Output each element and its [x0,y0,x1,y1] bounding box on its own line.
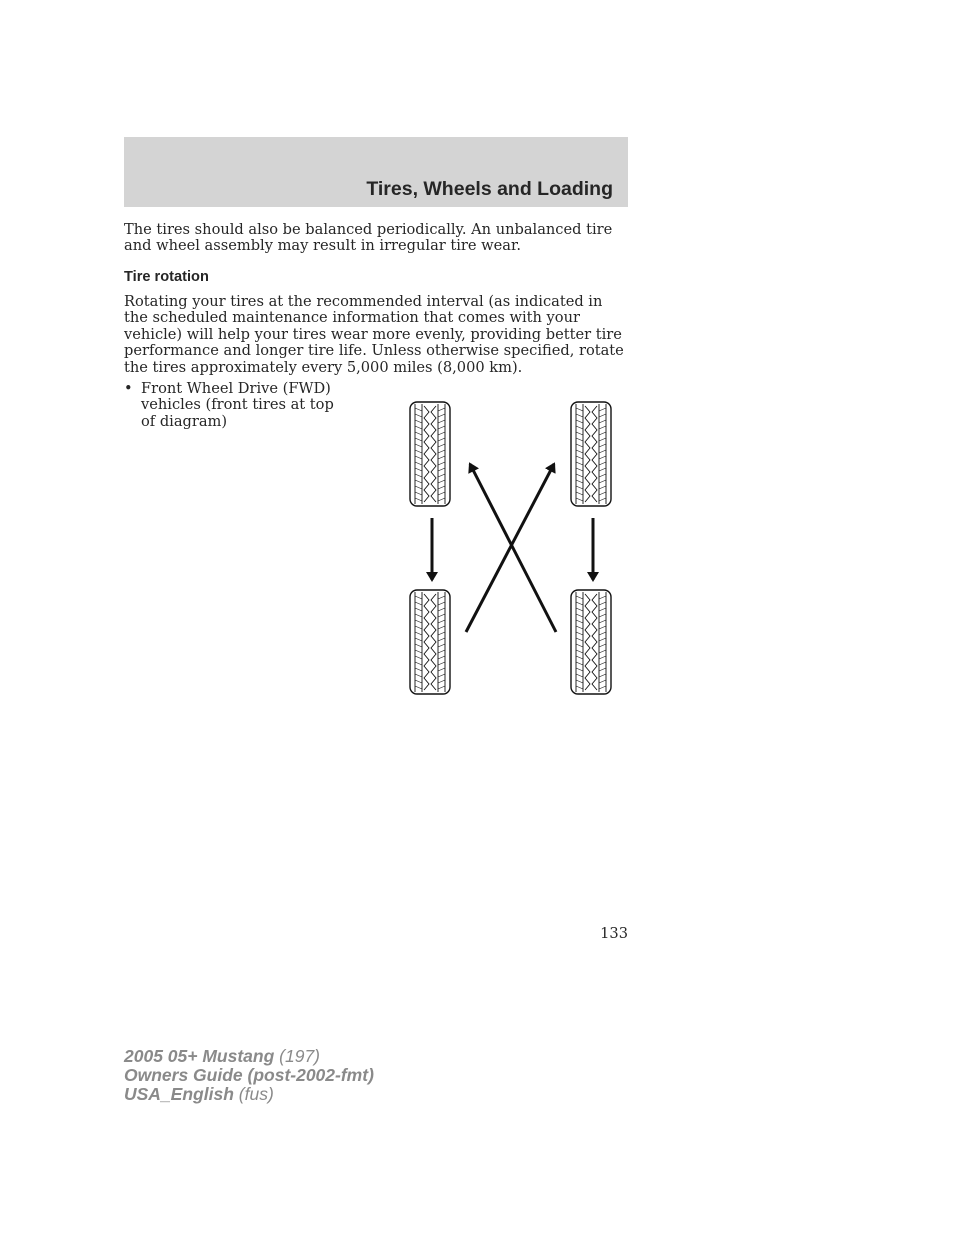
footer-language-code: (fus) [238,1084,274,1104]
footer-guide: Owners Guide (post-2002-fmt) [124,1065,374,1085]
tire-front-right [571,402,611,506]
tire-rotation-diagram [402,398,622,698]
tire-rear-right [571,590,611,694]
footer-model: 2005 05+ Mustang [124,1046,275,1066]
tire-rear-left [410,590,450,694]
page-number: 133 [600,925,628,942]
arrow-rear-right-to-front-left [470,464,556,632]
tire-front-left [410,402,450,506]
bullet-text: Front Wheel Drive (FWD) vehicles (front tires at top of diagram) [141,380,334,430]
document-footer [124,1047,374,1104]
bullet-dot: • [124,380,133,397]
section-heading: Tire rotation [124,269,209,285]
rotation-paragraph: Rotating your tires at the recommended interval (as indicated in the scheduled maintenance information that comes with your vehicle) will help your tires wear more evenly, providing better tire performance and longer tire life. Unless otherwise specified, rotate the tires approximately every 5,000 miles (8,000 km). [124,293,624,376]
footer-language: USA_English [124,1084,234,1104]
page-title: Tires, Wheels and Loading [366,178,613,200]
footer-model-code: (197) [279,1046,321,1066]
header-band [124,137,628,207]
arrow-rear-left-to-front-right [466,464,554,632]
intro-paragraph: The tires should also be balanced periodically. An unbalanced tire and wheel assembly may result in irregular tire wear. [124,221,613,255]
